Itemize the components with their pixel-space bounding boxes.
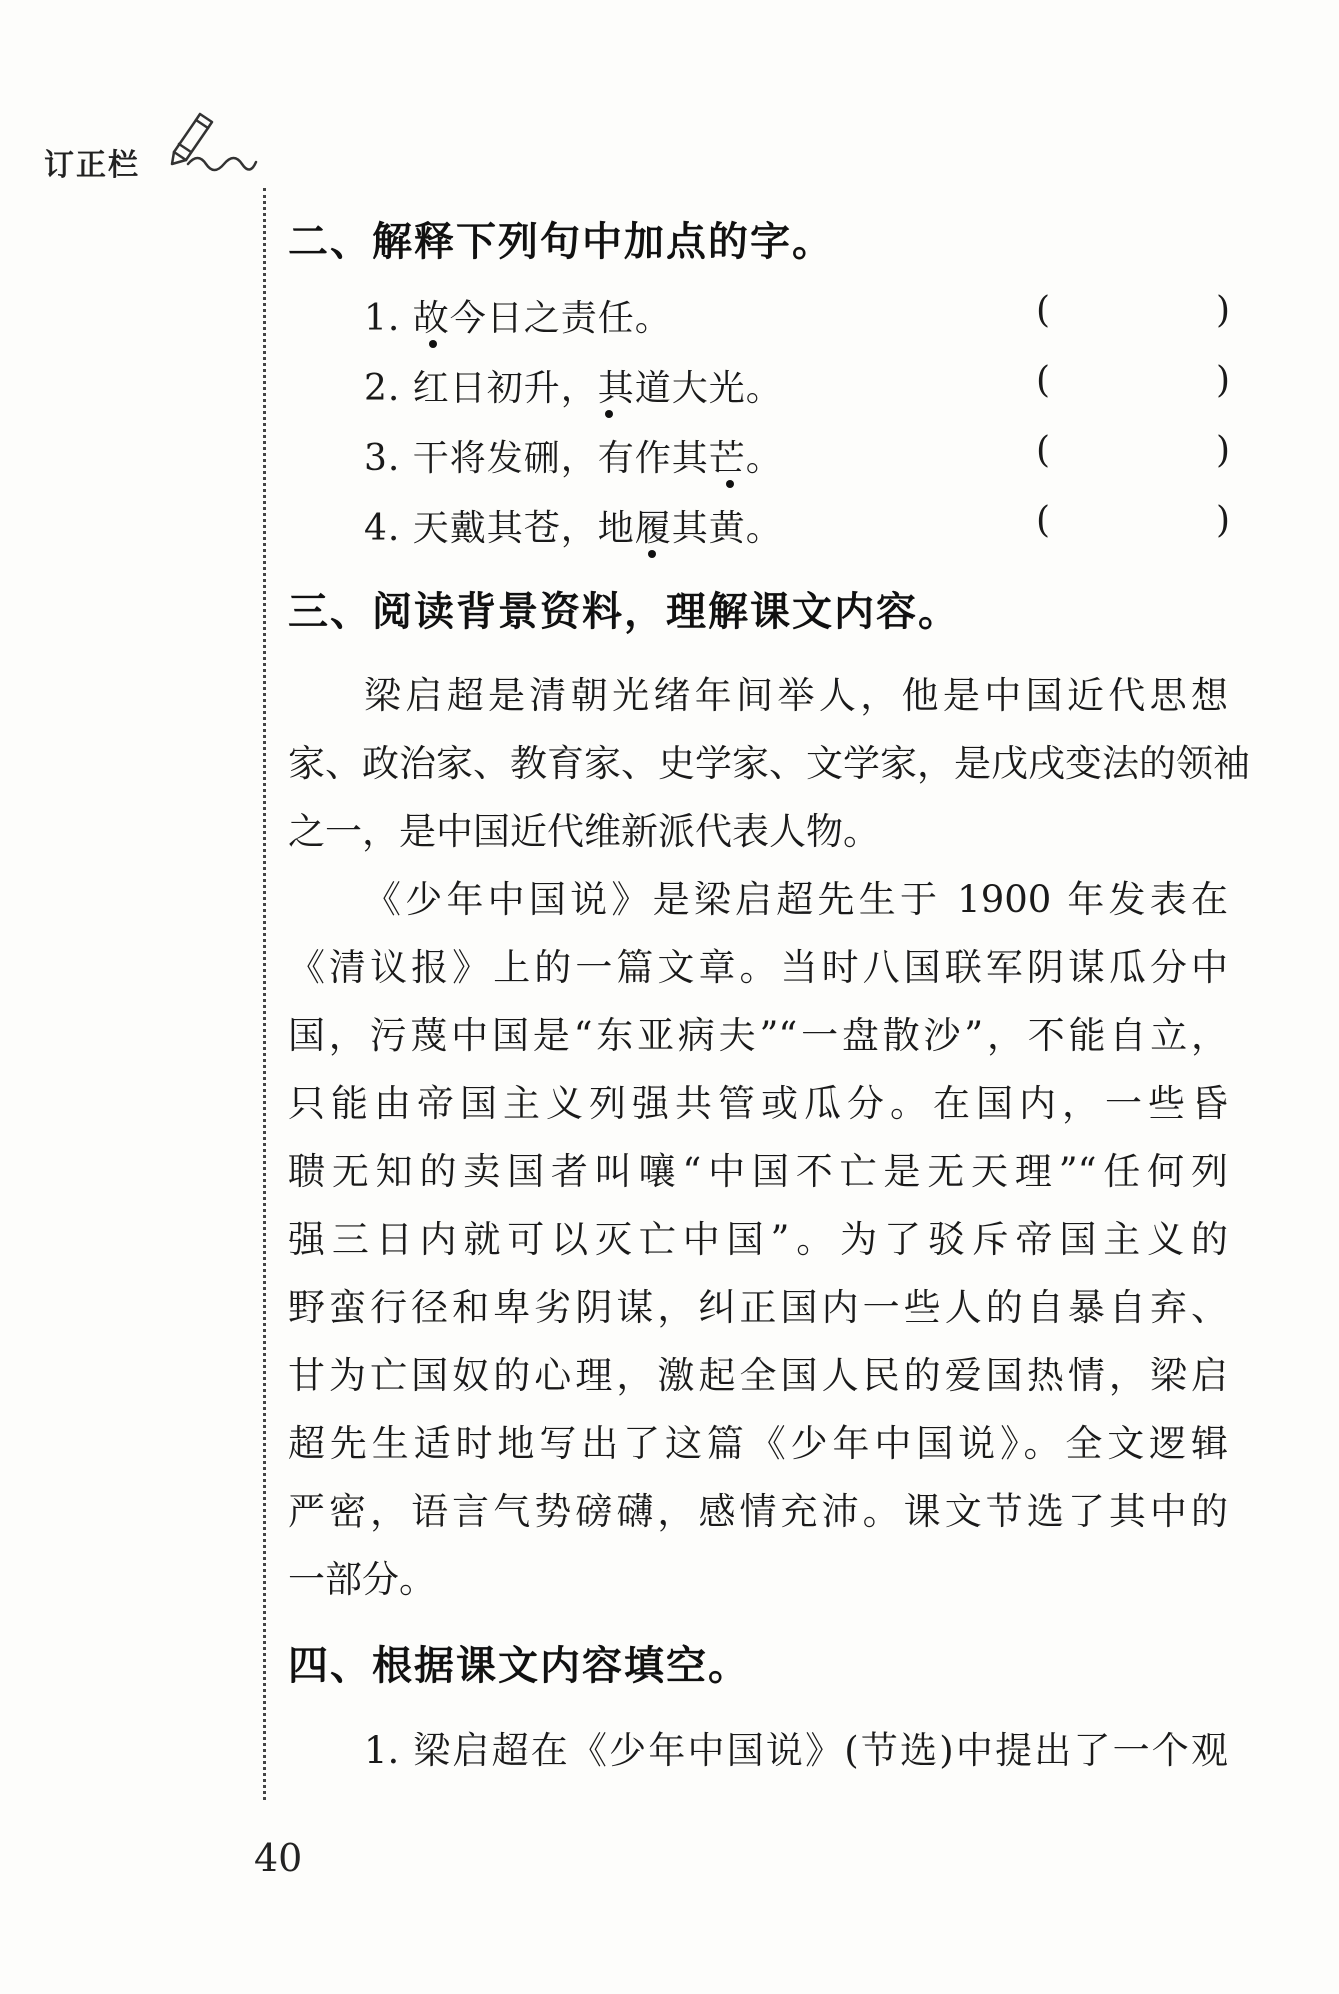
section-4-heading: 四、根据课文内容填空。 (288, 1643, 750, 1689)
paragraph-line: 国，污蔑中国是“东亚病夫”“一盘散沙”，不能自立， (288, 1014, 1228, 1057)
question-2: 2. 红日初升，其道大光。 (364, 368, 783, 409)
fill-in-question-1: 1. 梁启超在《少年中国说》(节选)中提出了一个观 (364, 1729, 1228, 1772)
emphasis-dot-2 (605, 410, 613, 418)
answer-blank-3[interactable]: ( ) (1036, 430, 1230, 471)
question-4: 4. 天戴其苍，地履其黄。 (364, 508, 783, 549)
correction-column-label: 订正栏 (44, 148, 140, 183)
paragraph-line: 聩无知的卖国者叫嚷“中国不亡是无天理”“任何列 (288, 1150, 1228, 1193)
section-3-heading: 三、阅读背景资料，理解课文内容。 (288, 589, 960, 635)
paragraph-line: 超先生适时地写出了这篇《少年中国说》。全文逻辑 (288, 1422, 1228, 1465)
margin-divider (263, 188, 266, 1800)
paragraph-line: 强三日内就可以灭亡中国”。为了驳斥帝国主义的 (288, 1218, 1228, 1261)
page-number: 40 (254, 1836, 303, 1880)
emphasis-dot-1 (429, 340, 437, 348)
paragraph-line: 家、政治家、教育家、史学家、文学家，是戊戌变法的领袖 (288, 742, 1250, 785)
paragraph-line: 梁启超是清朝光绪年间举人，他是中国近代思想 (364, 674, 1228, 717)
section-2-heading: 二、解释下列句中加点的字。 (288, 219, 834, 265)
paragraph-line: 野蛮行径和卑劣阴谋，纠正国内一些人的自暴自弃、 (288, 1286, 1228, 1329)
answer-blank-4[interactable]: ( ) (1036, 500, 1230, 541)
paragraph-line: 《清议报》上的一篇文章。当时八国联军阴谋瓜分中 (288, 946, 1228, 989)
paragraph-line: 一部分。 (288, 1558, 436, 1601)
paragraph-line: 甘为亡国奴的心理，激起全国人民的爱国热情，梁启 (288, 1354, 1228, 1397)
question-3: 3. 干将发硎，有作其芒。 (364, 438, 783, 479)
emphasis-dot-3 (726, 480, 734, 488)
paragraph-line: 只能由帝国主义列强共管或瓜分。在国内，一些昏 (288, 1082, 1228, 1125)
answer-blank-2[interactable]: ( ) (1036, 360, 1230, 401)
paragraph-line: 《少年中国说》是梁启超先生于 1900 年发表在 (364, 878, 1228, 921)
question-1: 1. 故今日之责任。 (364, 298, 672, 339)
emphasis-dot-4 (648, 550, 656, 558)
pencil-icon (168, 112, 258, 172)
paragraph-line: 严密，语言气势磅礴，感情充沛。课文节选了其中的 (288, 1490, 1228, 1533)
answer-blank-1[interactable]: ( ) (1036, 290, 1230, 331)
paragraph-line: 之一，是中国近代维新派代表人物。 (288, 810, 880, 853)
